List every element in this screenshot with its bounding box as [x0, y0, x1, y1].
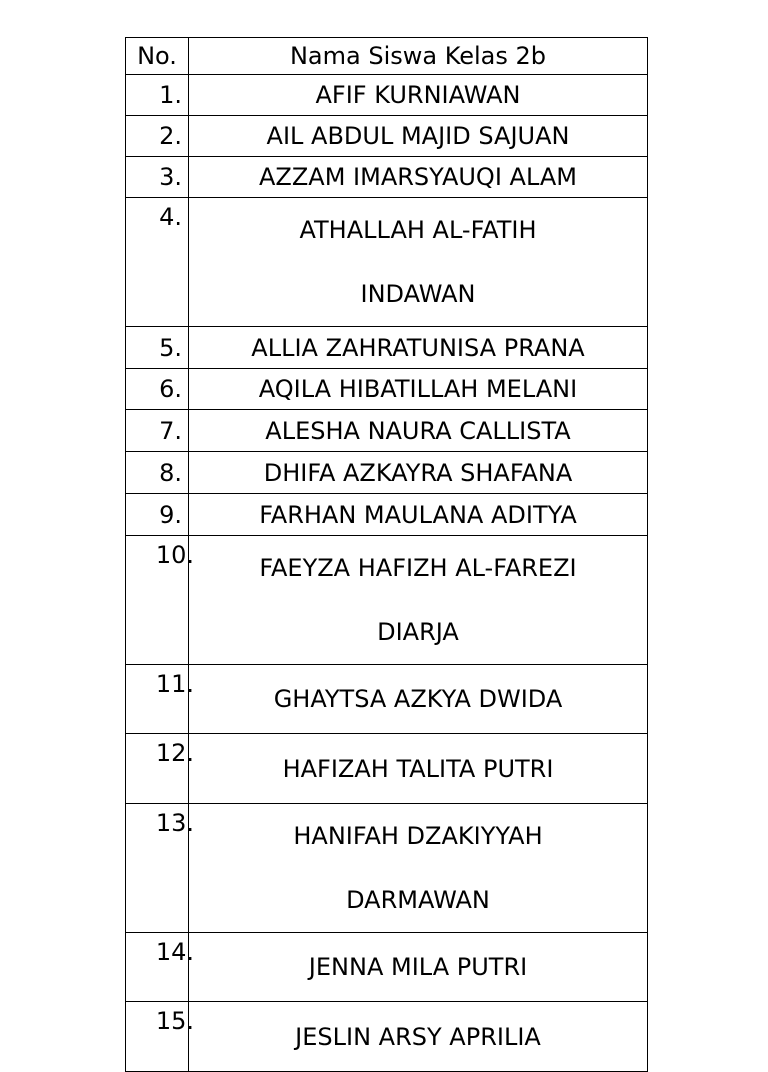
row-number: 15.	[155, 1007, 194, 1035]
student-name: AFIF KURNIAWAN	[189, 75, 648, 116]
student-name-line-1: HANIFAH DZAKIYYAH	[293, 822, 543, 850]
header-name: Nama Siswa Kelas 2b	[189, 38, 648, 75]
student-name-line-1: ATHALLAH AL-FATIH	[299, 216, 537, 244]
student-name-line-1: FAEYZA HAFIZH AL-FAREZI	[259, 554, 577, 582]
row-number: 11.	[155, 670, 194, 698]
table-row	[126, 327, 648, 369]
table-row	[126, 452, 648, 494]
row-number: 10.	[155, 541, 194, 569]
student-name: AIL ABDUL MAJID SAJUAN	[189, 116, 648, 157]
student-name: DHIFA AZKAYRA SHAFANA	[189, 452, 648, 494]
student-name-line-2: INDAWAN	[360, 280, 476, 308]
table-header-row	[126, 38, 648, 75]
table-row	[126, 665, 648, 734]
student-name: JENNA MILA PUTRI	[189, 933, 648, 1002]
row-number: 6.	[159, 375, 182, 403]
student-name-line-2: DARMAWAN	[346, 886, 490, 914]
student-name	[189, 536, 648, 665]
table-row	[126, 536, 648, 665]
student-name: GHAYTSA AZKYA DWIDA	[189, 665, 648, 734]
table-row	[126, 410, 648, 452]
table-row	[126, 494, 648, 536]
table-row	[126, 734, 648, 804]
student-name: JESLIN ARSY APRILIA	[189, 1002, 648, 1072]
row-number: 4.	[159, 203, 182, 231]
row-number: 7.	[159, 416, 182, 445]
row-number: 3.	[159, 163, 182, 191]
header-no: No.	[126, 38, 189, 75]
student-name	[189, 804, 648, 933]
row-number: 1.	[159, 81, 182, 109]
row-number: 8.	[159, 458, 182, 487]
row-number: 13.	[155, 809, 194, 837]
row-number: 12.	[155, 739, 194, 767]
table-row	[126, 116, 648, 157]
table-row	[126, 933, 648, 1002]
student-table	[125, 37, 648, 1072]
student-name	[189, 198, 648, 327]
student-name: AQILA HIBATILLAH MELANI	[189, 369, 648, 410]
student-name: FARHAN MAULANA ADITYA	[189, 494, 648, 536]
table-row	[126, 369, 648, 410]
student-name-line-2: DIARJA	[377, 618, 459, 646]
student-name: HAFIZAH TALITA PUTRI	[189, 734, 648, 804]
student-name: ALESHA NAURA CALLISTA	[189, 410, 648, 452]
table-row	[126, 198, 648, 327]
row-number: 5.	[159, 333, 182, 362]
table-row	[126, 157, 648, 198]
row-number: 9.	[159, 500, 182, 529]
table-row	[126, 75, 648, 116]
row-number: 14.	[155, 938, 194, 966]
row-number: 2.	[159, 122, 182, 150]
table-row	[126, 1002, 648, 1072]
table-row	[126, 804, 648, 933]
student-name: ALLIA ZAHRATUNISA PRANA	[189, 327, 648, 369]
student-name: AZZAM IMARSYAUQI ALAM	[189, 157, 648, 198]
